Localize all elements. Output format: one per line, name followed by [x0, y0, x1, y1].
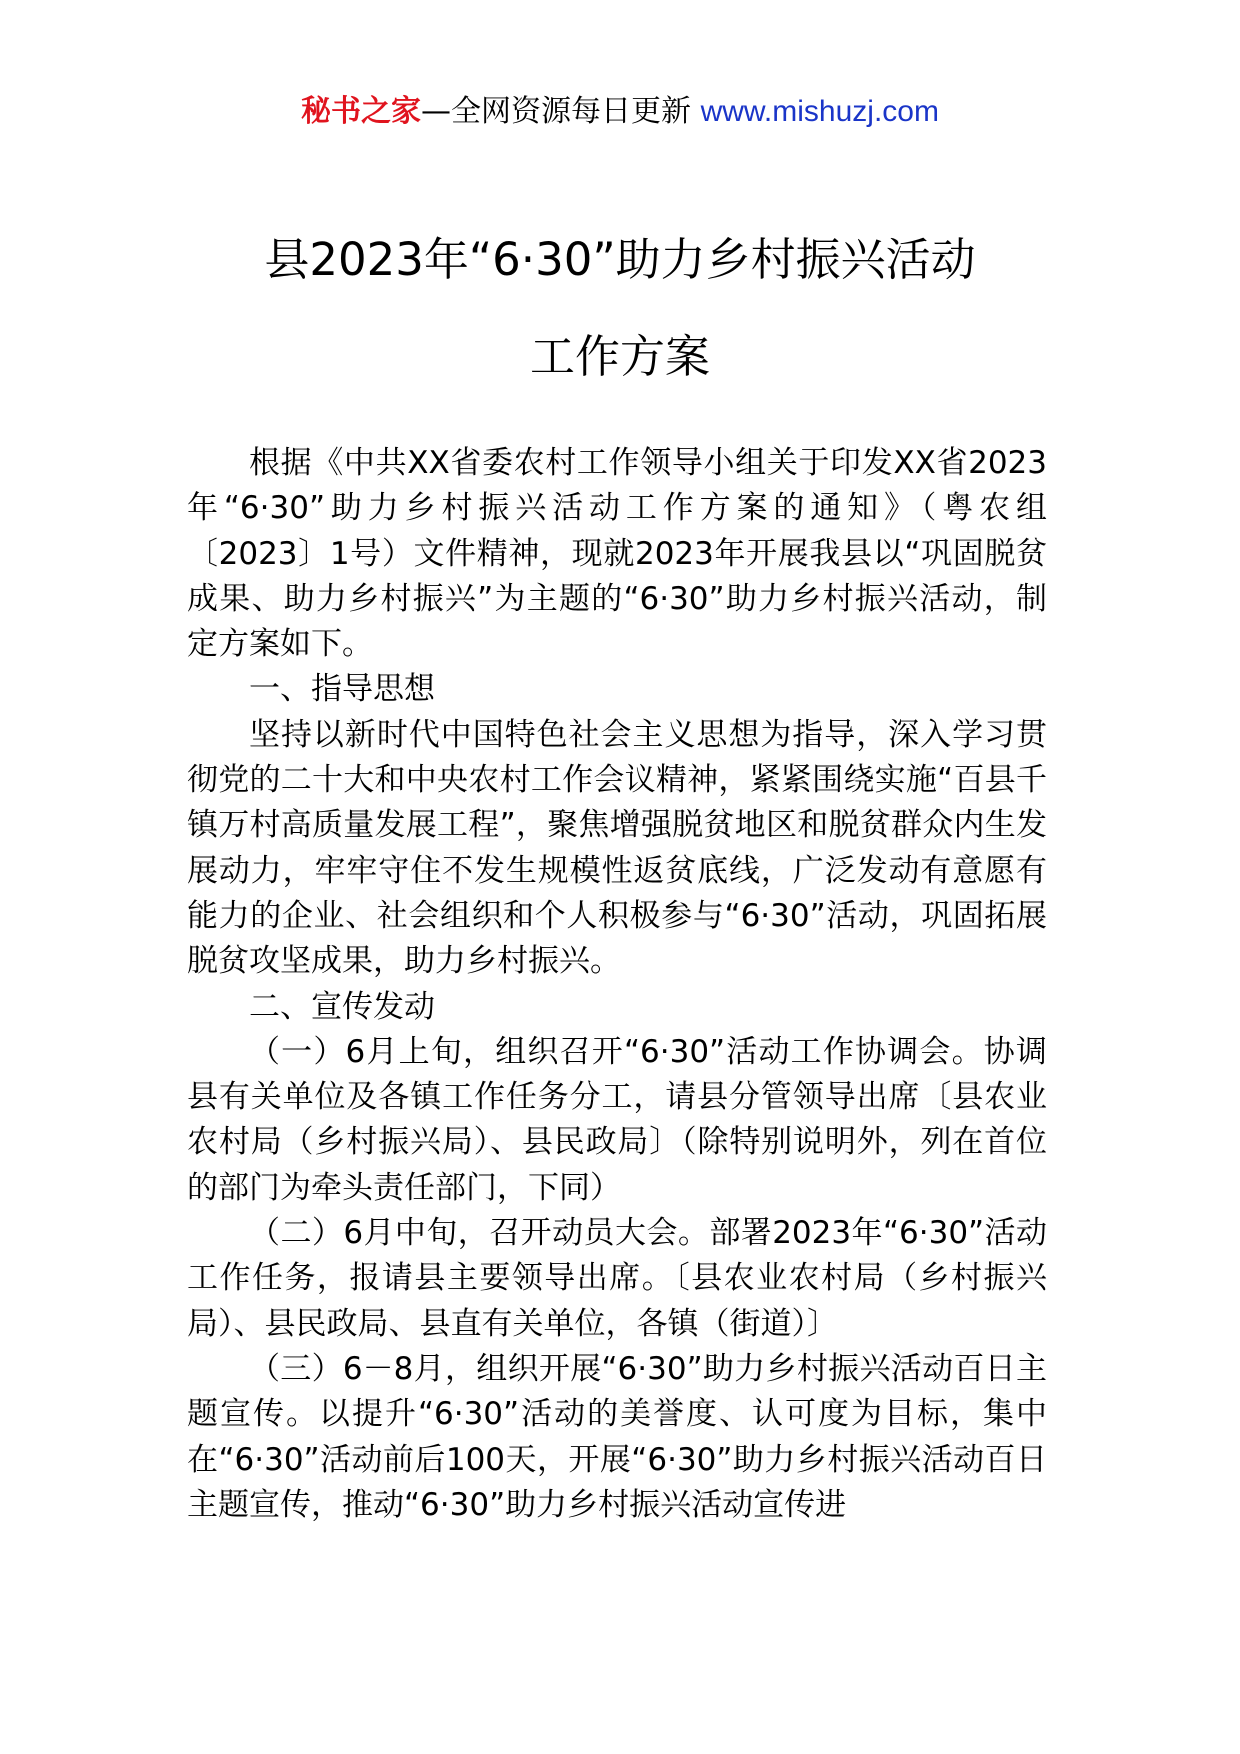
- site-url-link[interactable]: www.mishuzj.com: [700, 95, 939, 128]
- publicity-item-3: （三）6－8月，组织开展“6·30”助力乡村振兴活动百日主题宣传。以提升“6·30”活动的美誉度、认可度为目标，集中在“6·30”活动前后100天，开展“6·30”助力乡村振兴活动百日主题宣传，推动“6·30”助力乡村振兴活动宣传进: [187, 1350, 1047, 1523]
- document-body: [187, 441, 1047, 1528]
- document-title-line-1: 县2023年“6·30”助力乡村振兴活动: [264, 233, 976, 286]
- publicity-item-1: （一）6月上旬，组织召开“6·30”活动工作协调会。协调县有关单位及各镇工作任务分工，请县分管领导出席〔县农业农村局（乡村振兴局）、县民政局〕（除特别说明外，列在首位的部门为牵头责任部门，下同）: [187, 1033, 1047, 1206]
- site-brand: 秘书之家: [301, 94, 422, 129]
- site-slogan: —全网资源每日更新: [421, 94, 701, 129]
- guiding-ideology-paragraph: 坚持以新时代中国特色社会主义思想为指导，深入学习贯彻党的二十大和中央农村工作会议精神，紧紧围绕实施“百县千镇万村高质量发展工程”，聚焦增强脱贫地区和脱贫群众内生发展动力，牢牢守住不发生规模性返贫底线，广泛发动有意愿有能力的企业、社会组织和个人积极参与“6·30”活动，巩固拓展脱贫攻坚成果，助力乡村振兴。: [187, 716, 1047, 980]
- site-header: [0, 92, 1240, 132]
- document-title-line-2: 工作方案: [529, 330, 710, 383]
- section-heading-publicity: 二、宣传发动: [249, 988, 435, 1025]
- section-heading-guiding-ideology: 一、指导思想: [249, 671, 435, 708]
- intro-paragraph: 根据《中共XX省委农村工作领导小组关于印发XX省2023年“6·30”助力乡村振兴活动工作方案的通知》（粤农组〔2023〕1号）文件精神，现就2023年开展我县以“巩固脱贫成果、助力乡村振兴”为主题的“6·30”助力乡村振兴活动，制定方案如下。: [187, 445, 1047, 663]
- publicity-item-2: （二）6月中旬，召开动员大会。部署2023年“6·30”活动工作任务，报请县主要领导出席。〔县农业农村局（乡村振兴局）、县民政局、县直有关单位，各镇（街道）〕: [187, 1215, 1047, 1342]
